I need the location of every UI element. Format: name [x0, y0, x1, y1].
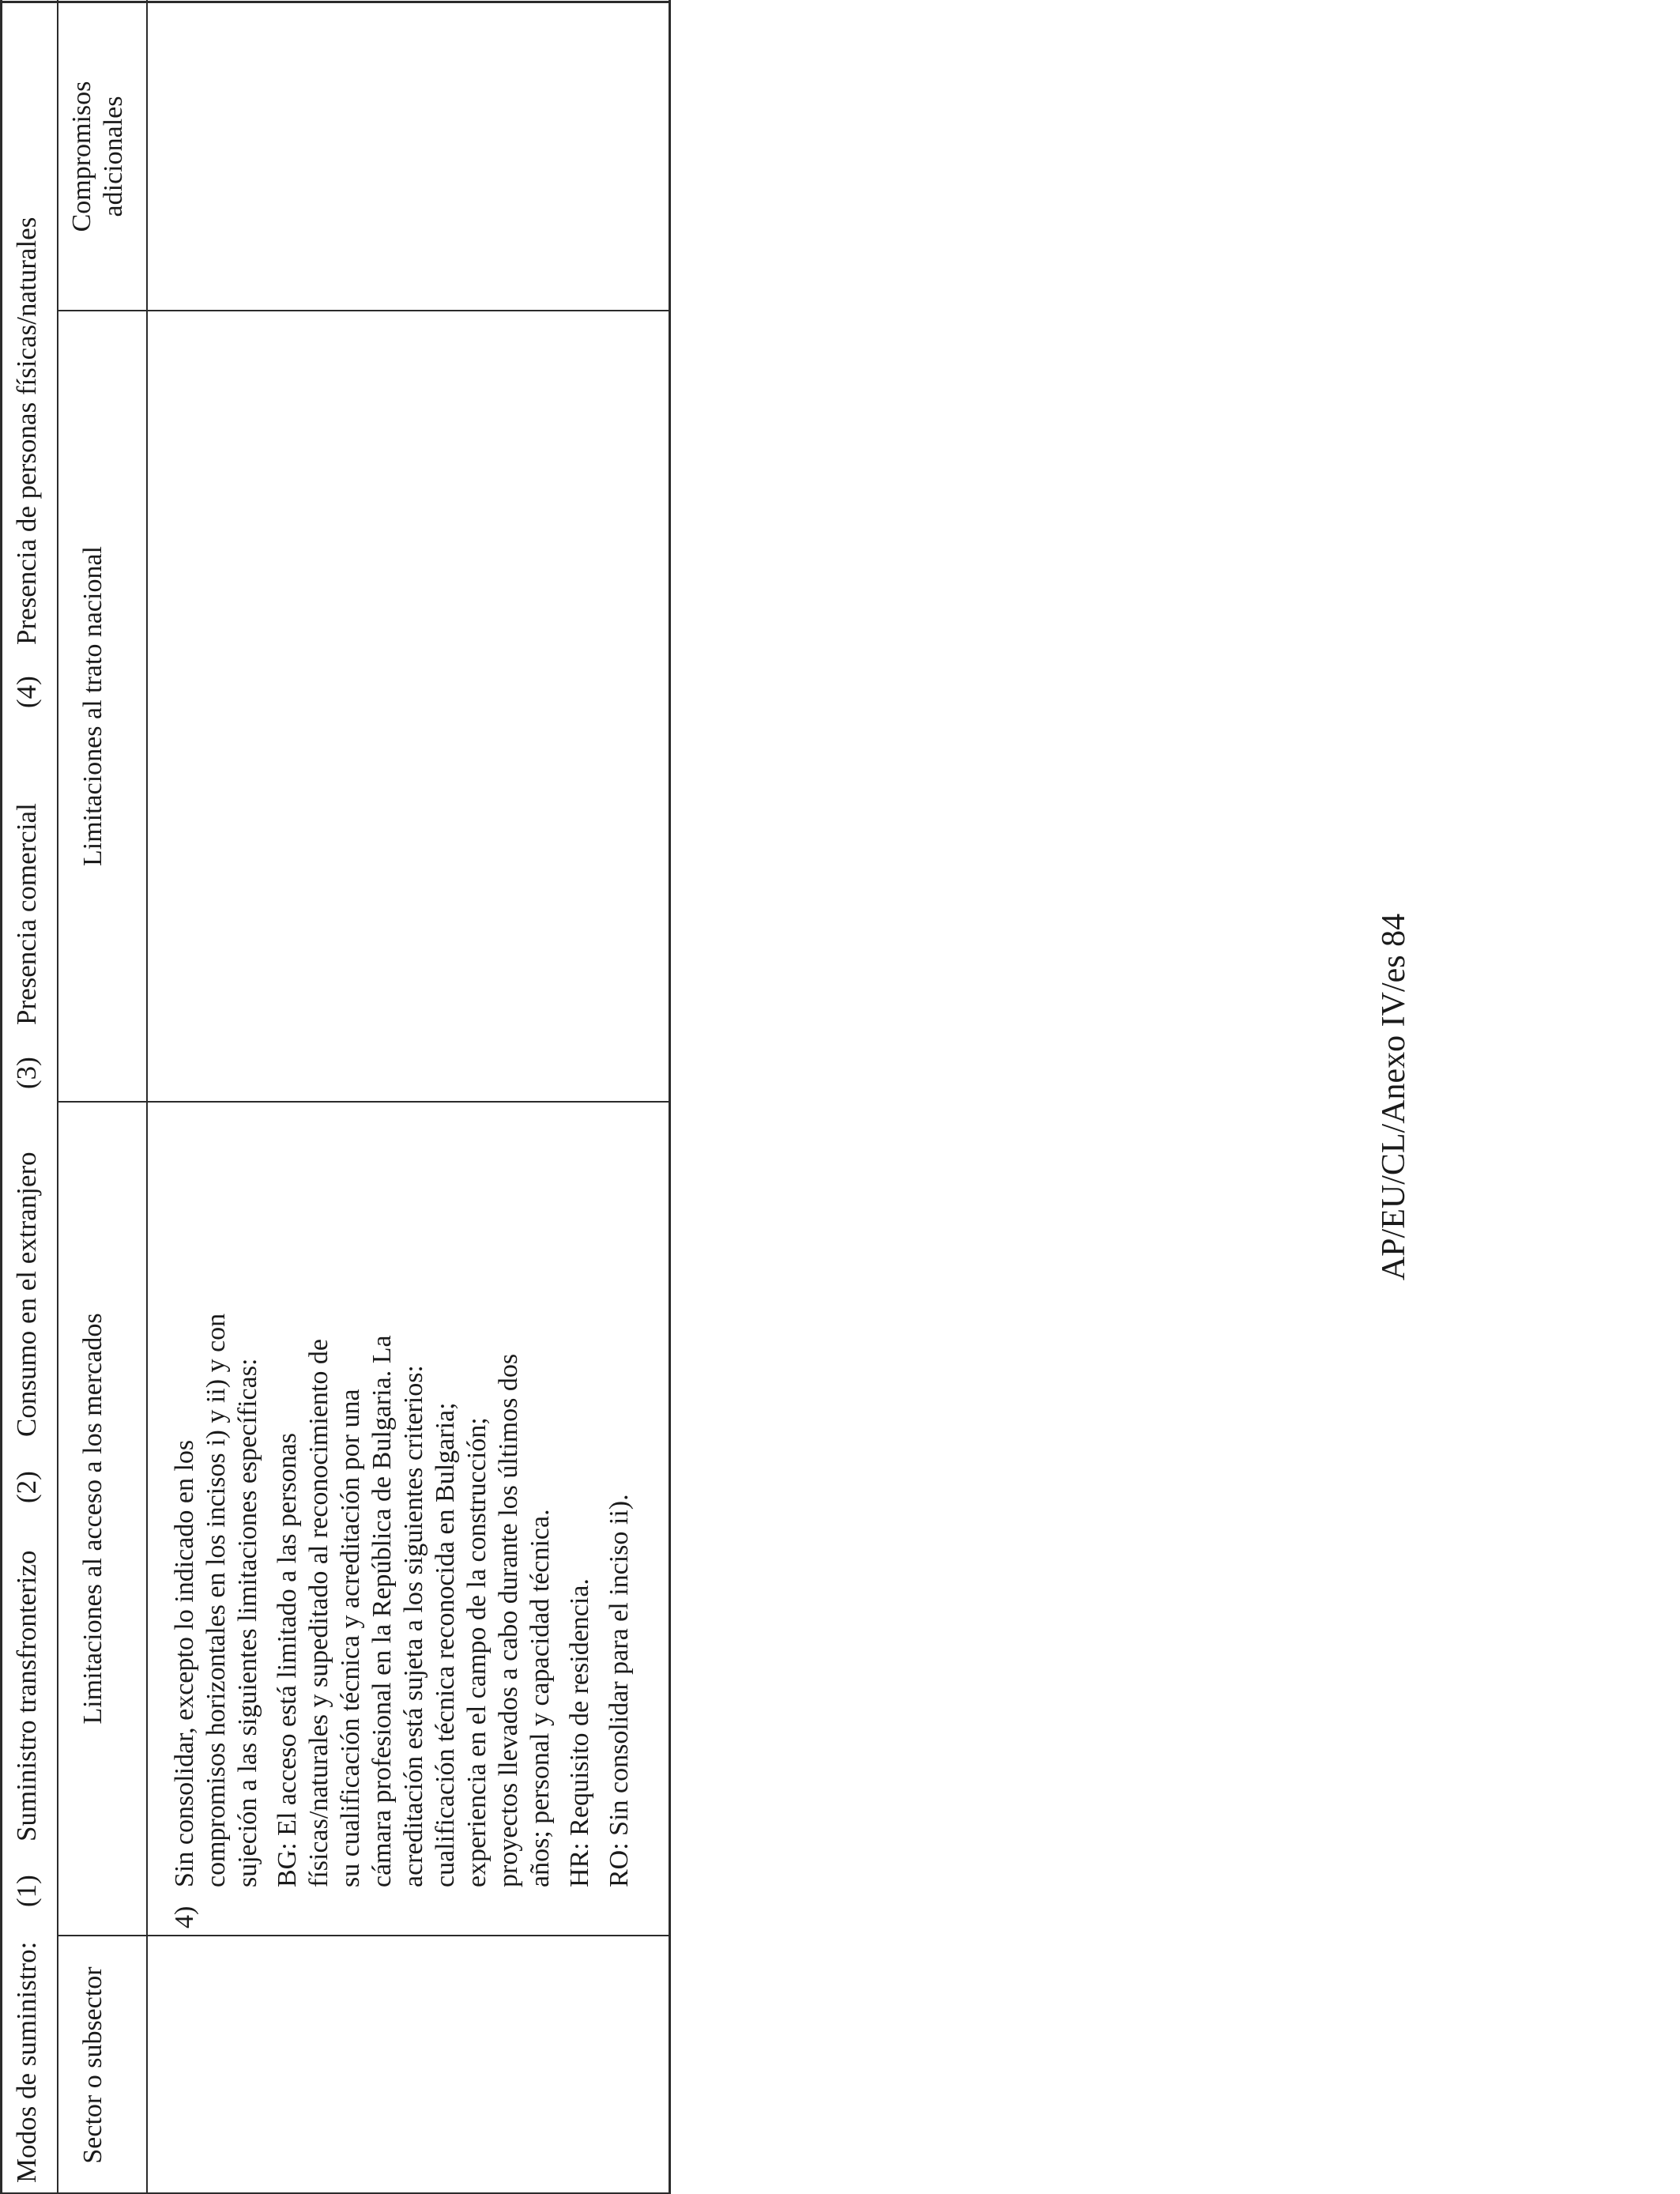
- entry-paragraph-bg: [272, 1057, 556, 1887]
- mode-3-text: Presencia comercial: [11, 803, 42, 1025]
- entry-line: su cualificación técnica y acreditación por una: [336, 1389, 365, 1887]
- header-national-treatment: [77, 311, 109, 1101]
- entry-line: BG: El acceso está limitado a las personas: [273, 1433, 302, 1887]
- table-bottom-border: [669, 0, 671, 2194]
- entry-line: cámara profesional en la República de Bulgaria. La: [367, 1335, 397, 1887]
- entry-paragraph-hr: HR: Requisito de residencia.: [565, 1578, 594, 1887]
- col-divider-national-treatment: [57, 310, 671, 311]
- entry-line: sujeción a las siguientes limitaciones específicas:: [233, 1358, 262, 1887]
- mode-4-number: (4): [11, 676, 42, 708]
- col-divider-sector: [57, 1935, 671, 1936]
- entry-line: físicas/naturales y supeditado al reconocimiento de: [304, 1339, 333, 1887]
- entry-mode-number: 4): [170, 1906, 199, 1928]
- mode-2-text: Consumo en el extranjero: [11, 1152, 42, 1437]
- modes-row-bottom-border: [57, 0, 58, 2194]
- mode-2-number: (2): [11, 1471, 42, 1503]
- header-additional-line-2: adicionales: [99, 96, 128, 217]
- commitments-table: [0, 0, 672, 2194]
- header-row-bottom-border: [146, 0, 148, 2194]
- header-additional-commitments: [66, 3, 130, 310]
- header-sector-text: Sector o subsector: [78, 1966, 107, 2164]
- header-national-treatment-text: Limitaciones al trato nacional: [78, 546, 107, 867]
- table-top-border: [0, 0, 2, 2194]
- modes-label: Modos de suministro:: [11, 1941, 42, 2183]
- entry-line: cualificación técnica reconocida en Bulgaria;: [431, 1402, 460, 1887]
- mode-4-text: Presencia de personas físicas/naturales: [11, 217, 42, 645]
- mode-1-number: (1): [11, 1875, 42, 1907]
- entry-paragraph-intro: [169, 1057, 264, 1887]
- market-access-entry: [169, 1106, 659, 1928]
- entry-body: [169, 1057, 643, 1887]
- header-sector: [77, 1936, 109, 2194]
- entry-line: proyectos llevados a cabo durante los últimos dos: [494, 1353, 523, 1887]
- entry-line: experiencia en el campo de la construcción;: [462, 1417, 492, 1887]
- entry-line: compromisos horizontales en los incisos i) y ii) y con: [202, 1313, 231, 1887]
- entry-line: acreditación está sujeta a los siguientes criterios:: [399, 1365, 428, 1887]
- mode-3-number: (3): [11, 1057, 42, 1089]
- header-market-access-text: Limitaciones al acceso a los mercados: [78, 1313, 107, 1725]
- mode-1-text: Suministro transfronterizo: [11, 1550, 42, 1842]
- header-market-access: [77, 1103, 109, 1935]
- header-additional-line-1: Compromisos: [67, 81, 96, 232]
- entry-paragraph-ro: RO: Sin consolidar para el inciso ii).: [605, 1494, 634, 1887]
- page-footer-reference: AP/EU/CL/Anexo IV/es 84: [1376, 913, 1412, 1281]
- entry-line: años; personal y capacidad técnica.: [525, 1509, 555, 1887]
- entry-line: Sin consolidar, excepto lo indicado en los: [170, 1439, 199, 1887]
